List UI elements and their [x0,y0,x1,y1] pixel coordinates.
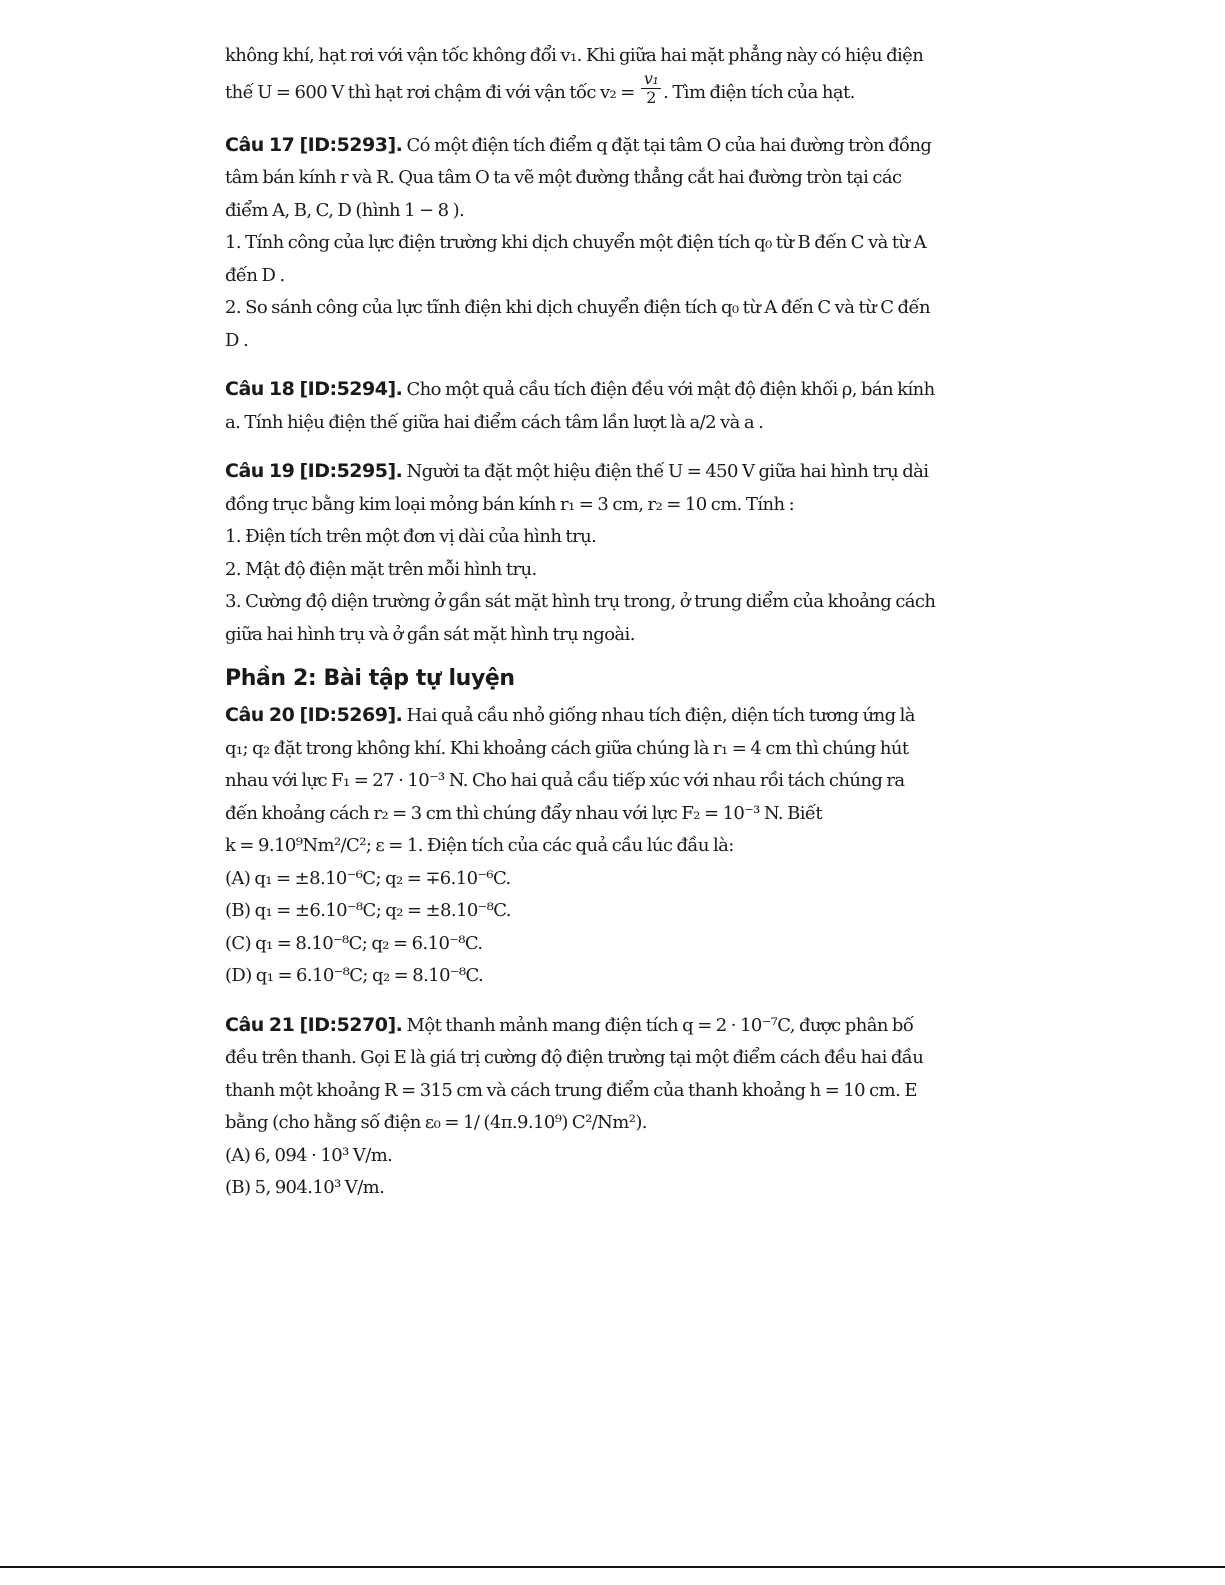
question-20-line-5: k = 9.10⁹Nm²/C²; ε = 1. Điện tích của các quả cầu lúc đầu là: [225,835,734,856]
question-19-text: Người ta đặt một hiệu điện thế U = 450 V giữa hai hình trụ dài [402,461,929,482]
question-20-option-c: (C) q₁ = 8.10⁻⁸C; q₂ = 6.10⁻⁸C. [225,932,483,954]
intro-line-1: không khí, hạt rơi với vận tốc không đổi v₁. Khi giữa hai mặt phẳng này có hiệu điện [225,45,924,66]
intro-line-2a: thế U = 600 V thì hạt rơi chậm đi với vận tốc v₂ = [225,81,635,103]
question-20-text: Hai quả cầu nhỏ giống nhau tích điện, diện tích tương ứng là [402,705,915,726]
question-19-line-5: 3. Cường độ diện trường ở gần sát mặt hình trụ trong, ở trung diểm của khoảng cách [225,591,936,612]
question-17-line-4: 1. Tính công của lực điện trường khi dịch chuyển một điện tích q₀ từ B đến C và từ A [225,232,927,253]
question-17-text: Có một điện tích điểm q đặt tại tâm O của hai đường tròn đồng [402,134,932,156]
question-19-line-2: đồng trục bằng kim loại mỏng bán kính r₁ = 3 cm, r₂ = 10 cm. Tính : [225,493,795,515]
question-21-option-a: (A) 6, 094 · 10³ V/m. [225,1144,393,1166]
question-19-line-4: 2. Mật độ điện mặt trên mỗi hình trụ. [225,558,537,580]
question-18-heading: Câu 18 [ID:5294]. [225,378,403,400]
question-21-line-1 [225,1009,960,1043]
question-17-line-2: tâm bán kính r và R. Qua tâm O ta vẽ một đường thẳng cắt hai đường tròn tại các [225,167,902,188]
fraction-denominator: 2 [646,88,656,107]
fraction-numerator: v₁ [641,70,661,89]
question-19-heading: Câu 19 [ID:5295]. [225,460,403,482]
question-21-line-3: thanh một khoảng R = 315 cm và cách trung điểm của thanh khoảng h = 10 cm. E [225,1079,917,1101]
question-18-line-1 [225,373,960,407]
velocity-fraction [641,70,661,107]
section-2-heading: Phần 2: Bài tập tự luyện [225,666,515,691]
question-21-option-b: (B) 5, 904.10³ V/m. [225,1177,385,1198]
question-20-line-1 [225,699,960,733]
question-21-line-2: đều trên thanh. Gọi E là giá trị cường độ điện trường tại một điểm cách đều hai đầu [225,1047,924,1068]
question-20-option-a: (A) q₁ = ±8.10⁻⁶C; q₂ = ∓6.10⁻⁶C. [225,867,511,889]
page-bottom-rule [0,1566,1225,1568]
question-20-heading: Câu 20 [ID:5269]. [225,704,403,726]
document-page [225,40,960,1205]
question-20-option-b: (B) q₁ = ±6.10⁻⁸C; q₂ = ±8.10⁻⁸C. [225,900,511,921]
question-17-line-6: 2. So sánh công của lực tĩnh điện khi dịch chuyển điện tích q₀ từ A đến C và từ C đến [225,297,930,318]
question-20-line-2: q₁; q₂ đặt trong không khí. Khi khoảng cách giữa chúng là r₁ = 4 cm thì chúng hút [225,737,909,759]
question-21-line-4: bằng (cho hằng số điện ε₀ = 1/ (4π.9.10⁹) C²/Nm²). [225,1112,647,1133]
question-21-text: Một thanh mảnh mang điện tích q = 2 · 10⁻⁷C, được phân bố [402,1014,914,1036]
question-21-heading: Câu 21 [ID:5270]. [225,1013,403,1036]
question-20-line-3: nhau với lực F₁ = 27 · 10⁻³ N. Cho hai quả cầu tiếp xúc với nhau rồi tách chúng ra [225,770,905,791]
intro-line-2b: . Tìm điện tích của hạt. [663,81,855,103]
question-17-line-7: D . [225,329,249,351]
intro-line-2 [225,69,960,113]
question-17-line-1 [225,129,960,163]
question-20-option-d: (D) q₁ = 6.10⁻⁸C; q₂ = 8.10⁻⁸C. [225,965,484,986]
question-19-line-6: giữa hai hình trụ và ở gần sát mặt hình trụ ngoài. [225,623,635,645]
question-19-line-1 [225,455,960,489]
question-18-line-2: a. Tính hiệu điện thế giữa hai điểm cách tâm lần lượt là a/2 và a . [225,411,764,433]
question-17-heading: Câu 17 [ID:5293]. [225,133,403,156]
question-19-line-3: 1. Điện tích trên một đơn vị dài của hình trụ. [225,526,597,547]
question-17-line-5: đến D . [225,264,285,286]
question-17-line-3: điểm A, B, C, D (hình 1 − 8 ). [225,199,465,221]
question-20-line-4: đến khoảng cách r₂ = 3 cm thì chúng đẩy nhau với lực F₂ = 10⁻³ N. Biết [225,802,823,824]
question-18-text: Cho một quả cầu tích điện đều với mật độ điện khối ρ, bán kính [402,379,935,400]
